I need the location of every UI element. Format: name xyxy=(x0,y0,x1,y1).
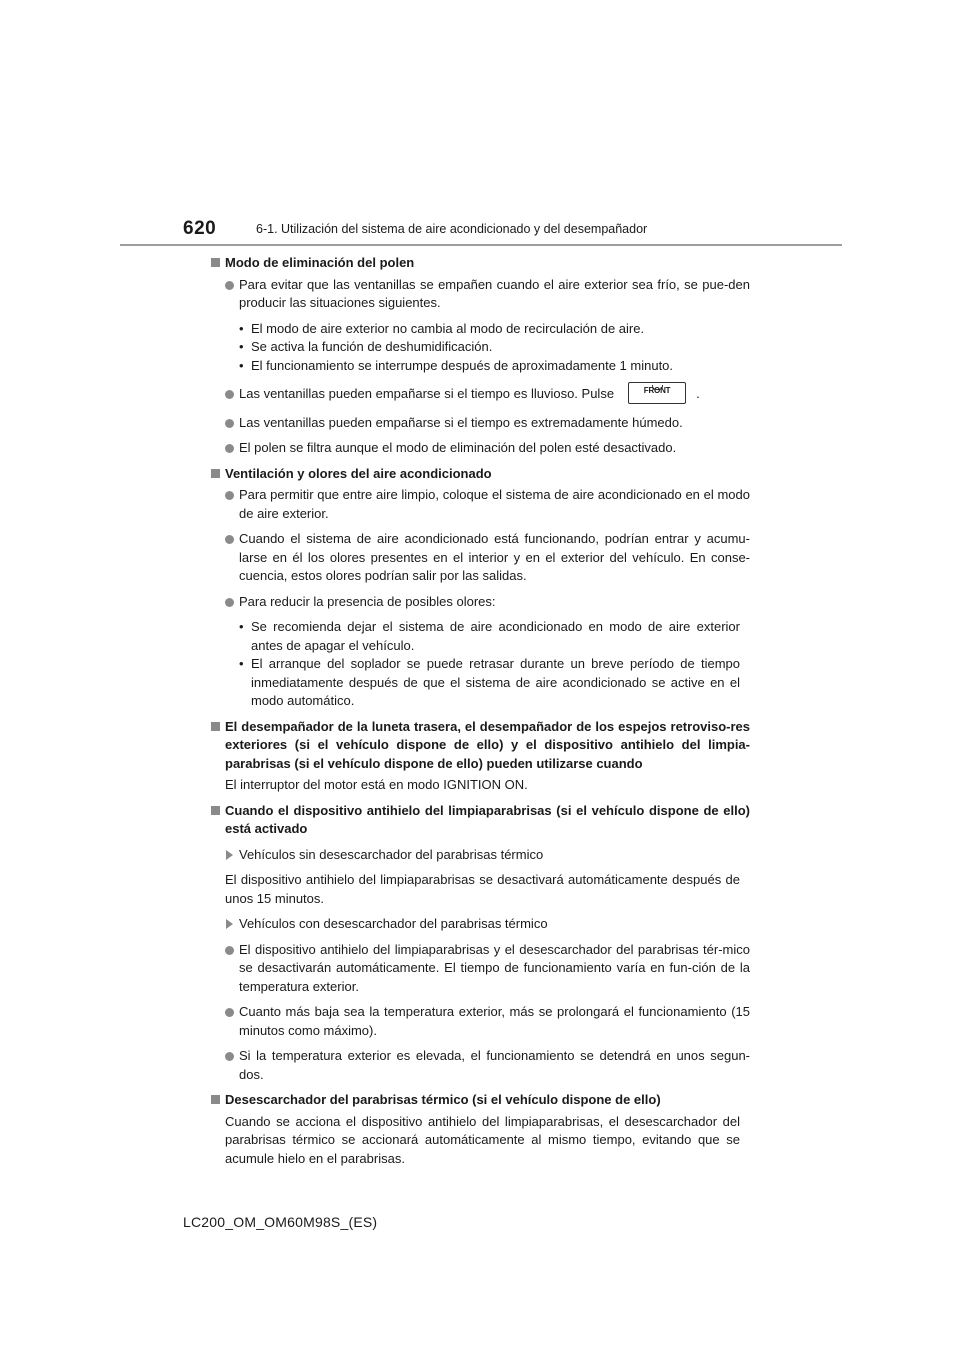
sub-item: • El funcionamiento se interrumpe después de aproximadamente 1 minuto. xyxy=(239,357,674,373)
heading-text: Ventilación y olores del aire acondicionado xyxy=(225,465,492,481)
bullet-item xyxy=(210,439,750,458)
front-button-label: FRONT xyxy=(643,386,671,396)
bullet-item xyxy=(210,530,750,586)
round-bullet-icon xyxy=(225,390,234,399)
bullet-item xyxy=(210,414,750,433)
bullet-item xyxy=(210,593,750,612)
sub-item-text: El modo de aire exterior no cambia al modo de recirculación de aire. xyxy=(251,320,645,336)
vehicle-variant-label xyxy=(210,915,750,934)
round-bullet-icon xyxy=(225,598,234,607)
document-code: LC200_OM_OM60M98S_(ES) xyxy=(183,1214,378,1230)
round-bullet-icon xyxy=(225,946,234,955)
sub-item-text: Se recomienda dejar el sistema de aire acondicionado en modo de aire exterior antes de apagar el vehículo. xyxy=(251,619,740,653)
bullet-text: Si la temperatura exterior es elevada, el funcionamiento se detendrá en unos segun-dos. xyxy=(239,1048,750,1082)
paragraph: El interruptor del motor está en modo IGNITION ON. xyxy=(225,777,528,793)
bullet-text: Para evitar que las ventanillas se empañen cuando el aire exterior sea frío, se pue-den producir las situaciones siguientes. xyxy=(239,276,750,310)
sub-item: • Se activa la función de deshumidificación. xyxy=(239,339,493,354)
round-bullet-icon xyxy=(225,419,234,428)
round-bullet-icon xyxy=(225,535,234,544)
sub-item: • El modo de aire exterior no cambia al modo de recirculación de aire. xyxy=(239,320,645,336)
page-number: 620 xyxy=(183,218,217,239)
bullet-text-end: . xyxy=(696,386,700,401)
section-heading xyxy=(210,802,750,839)
round-bullet-icon xyxy=(225,1052,234,1061)
section-heading xyxy=(210,254,750,273)
bullet-item xyxy=(210,1003,750,1040)
square-bullet-icon xyxy=(211,722,220,731)
square-bullet-icon xyxy=(211,469,220,478)
sub-list xyxy=(210,618,750,711)
sub-item-text: Se activa la función de deshumidificación. xyxy=(251,339,493,354)
bullet-text: Las ventanillas pueden empañarse si el tiempo es extremadamente húmedo. xyxy=(239,414,683,430)
bullet-text: Cuando el sistema de aire acondicionado está funcionando, podrían entrar y acumu-larse en él los olores presentes en el interior y en el exterior del vehículo. En conse-cuencia, estos olores podrían salir por las salidas. xyxy=(239,531,750,584)
bullet-text: El dispositivo antihielo del limpiaparabrisas y el desescarchador del parabrisas tér-mico se desactivarán automáticamente. El tiempo de funcionamiento varía en fun-ción de la temperatura exterior. xyxy=(239,941,750,994)
square-bullet-icon xyxy=(211,258,220,267)
sub-item-text: El funcionamiento se interrumpe después de aproximadamente 1 minuto. xyxy=(251,357,674,373)
bullet-item xyxy=(210,941,750,997)
square-bullet-icon xyxy=(211,1095,220,1104)
section-heading xyxy=(210,718,750,774)
bullet-text: Cuanto más baja sea la temperatura exterior, más se prolongará el funcionamiento (15 minutos como máximo). xyxy=(239,1004,750,1038)
bullet-item xyxy=(210,1047,750,1084)
arrow-right-icon xyxy=(226,850,233,860)
heading-text: Desescarchador del parabrisas térmico (si el vehículo dispone de ello) xyxy=(225,1092,661,1108)
square-bullet-icon xyxy=(211,806,220,815)
sub-list xyxy=(210,320,750,376)
paragraph: El dispositivo antihielo del limpiaparabrisas se desactivará automáticamente después de unos 15 minutos. xyxy=(225,872,740,906)
arrow-right-icon xyxy=(226,919,233,929)
heading-text: Modo de eliminación del polen xyxy=(225,255,415,270)
sub-item-text: El arranque del soplador se puede retrasar durante un breve período de tiempo inmediatamente después de que el sistema de aire acondicionado se active en el modo automático. xyxy=(251,656,740,709)
front-defogger-button-icon xyxy=(628,382,686,404)
heading-text: Cuando el dispositivo antihielo del limpiaparabrisas (si el vehículo dispone de ello) está activado xyxy=(225,802,750,837)
section-heading xyxy=(210,465,750,484)
bullet-item xyxy=(210,486,750,523)
heading-text: El desempañador de la luneta trasera, el desempañador de los espejos retroviso-res exteriores (si el vehículo dispone de ello) y el dispositivo antihielo del limpia-parabrisas (si el vehículo dispone de ello) pueden utilizarse cuando xyxy=(225,718,750,771)
section-heading xyxy=(210,1091,750,1110)
variant-text: Vehículos con desescarchador del parabrisas térmico xyxy=(239,916,548,932)
round-bullet-icon xyxy=(225,281,234,290)
vehicle-variant-label xyxy=(210,846,750,865)
bullet-text: El polen se filtra aunque el modo de eliminación del polen esté desactivado. xyxy=(239,440,677,456)
bullet-text: Para reducir la presencia de posibles olores: xyxy=(239,593,496,609)
bullet-item xyxy=(210,276,750,313)
section-title: 6-1. Utilización del sistema de aire acondicionado y del desempañador xyxy=(256,222,648,236)
page-content xyxy=(210,254,750,1168)
paragraph: Cuando se acciona el dispositivo antihielo del limpiaparabrisas, el desescarchador del parabrisas térmico se accionará automáticamente al mismo tiempo, evitando que se acumule hielo en el parabrisas. xyxy=(225,1113,740,1166)
bullet-text: Para permitir que entre aire limpio, coloque el sistema de aire acondicionado en el modo de aire exterior. xyxy=(239,487,750,521)
round-bullet-icon xyxy=(225,491,234,500)
round-bullet-icon xyxy=(225,444,234,453)
variant-text: Vehículos sin desescarchador del parabrisas térmico xyxy=(239,846,544,862)
bullet-item xyxy=(210,385,750,404)
header-divider xyxy=(120,244,842,246)
bullet-text: Las ventanillas pueden empañarse si el tiempo es lluvioso. Pulse xyxy=(239,386,615,401)
round-bullet-icon xyxy=(225,1008,234,1017)
sub-item: • El arranque del soplador se puede retrasar durante un breve período de tiempo inmediatamente después de que el sistema de aire acondicionado se active en el modo automático. xyxy=(239,656,740,709)
sub-item: • Se recomienda dejar el sistema de aire acondicionado en modo de aire exterior antes de apagar el vehículo. xyxy=(239,619,740,653)
